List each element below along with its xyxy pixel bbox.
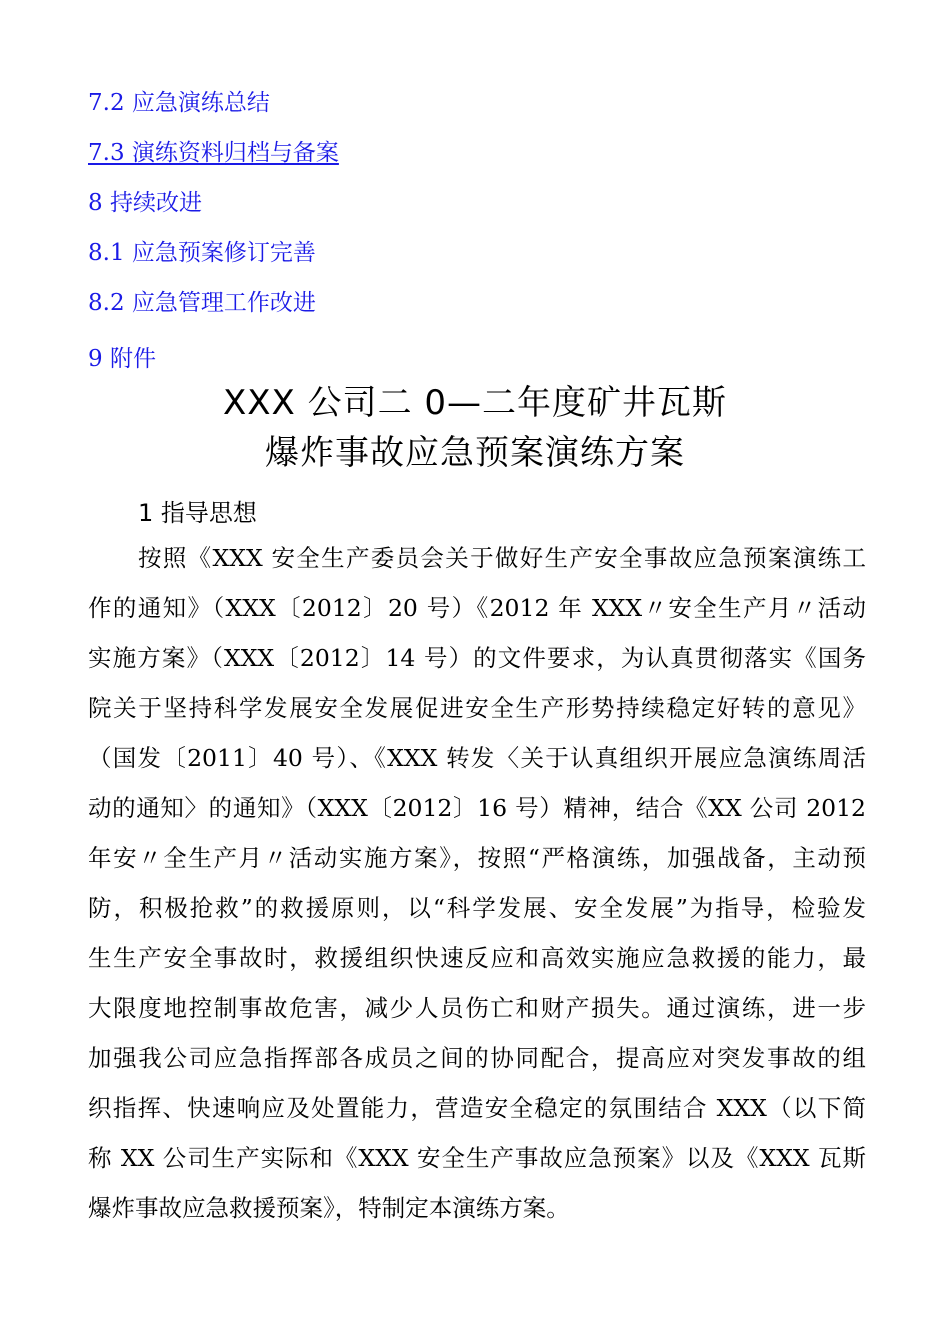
paragraph-line: 实施方案》（XXX〔2012〕14 号）的文件要求，为认真贯彻落实《国务	[88, 644, 866, 672]
paragraph-line: 院关于坚持科学发展安全发展促进安全生产形势持续稳定好转的意见》	[88, 694, 866, 722]
document-title-line-2: 爆炸事故应急预案演练方案	[265, 433, 685, 473]
paragraph-line: 织指挥、快速响应及处置能力，营造安全稳定的氛围结合 XXX（以下简	[88, 1094, 866, 1122]
paragraph-line: 加强我公司应急指挥部各成员之间的协同配合，提高应对突发事故的组	[88, 1044, 866, 1072]
paragraph-line: 作的通知》（XXX〔2012〕20 号）《2012 年 XXX〃安全生产月〃活动	[88, 594, 866, 622]
toc-link-7-3[interactable]: 7.3 演练资料归档与备案	[88, 140, 339, 166]
paragraph-line: 生生产安全事故时，救援组织快速反应和高效实施应急救援的能力，最	[88, 944, 866, 972]
toc-link-8[interactable]: 8 持续改进	[88, 190, 202, 216]
paragraph-line: 爆炸事故应急救援预案》，特制定本演练方案。	[88, 1194, 570, 1222]
paragraph-line: 年安〃全生产月〃活动实施方案》，按照“严格演练，加强战备，主动预	[88, 844, 866, 872]
section-heading: 1 指导思想	[138, 499, 257, 527]
toc-link-7-2[interactable]: 7.2 应急演练总结	[88, 90, 270, 116]
toc-link-8-2[interactable]: 8.2 应急管理工作改进	[88, 290, 316, 316]
paragraph-line: （国发〔2011〕40 号）、《XXX 转发〈关于认真组织开展应急演练周活	[88, 744, 866, 772]
paragraph-line: 按照《XXX 安全生产委员会关于做好生产安全事故应急预案演练工	[138, 544, 866, 572]
toc-link-9[interactable]: 9 附件	[88, 346, 156, 372]
paragraph-line: 大限度地控制事故危害，减少人员伤亡和财产损失。通过演练，进一步	[88, 994, 866, 1022]
paragraph-line: 动的通知〉的通知》（XXX〔2012〕16 号）精神，结合《XX 公司 2012	[88, 794, 866, 822]
document-title-line-1: XXX 公司二 0—二年度矿井瓦斯	[222, 383, 728, 423]
paragraph-line: 称 XX 公司生产实际和《XXX 安全生产事故应急预案》以及《XXX 瓦斯	[88, 1144, 866, 1172]
toc-link-8-1[interactable]: 8.1 应急预案修订完善	[88, 240, 316, 266]
paragraph-line: 防，积极抢救”的救援原则，以“科学发展、安全发展”为指导，检验发	[88, 894, 866, 922]
